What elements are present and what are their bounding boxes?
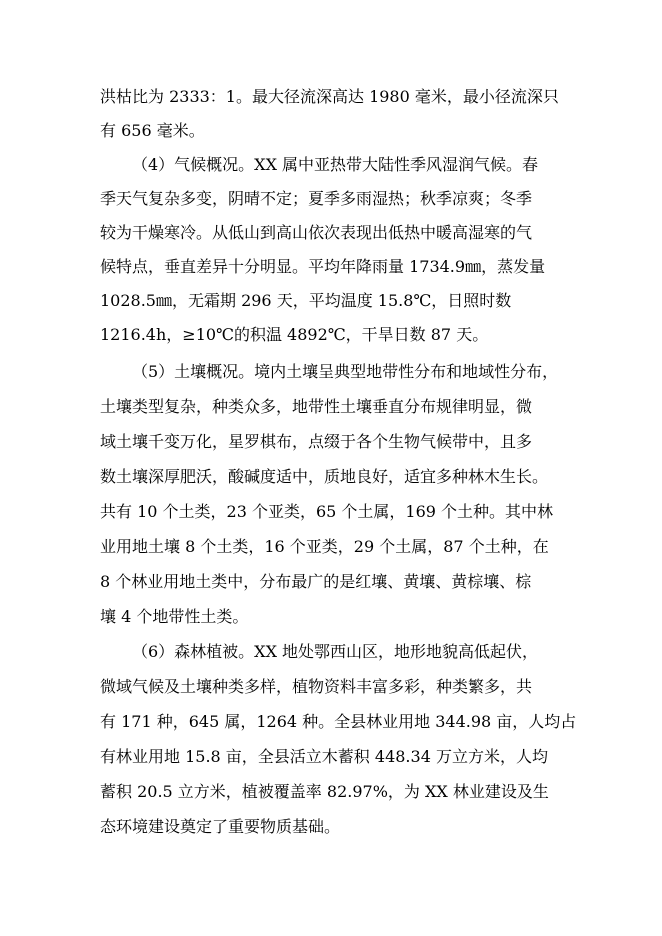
paragraph-vegetation-heading-line: （6）森林植被。XX 地处鄂西山区，地形地貌高低起伏， (132, 642, 539, 661)
text-line: 微域气候及土壤种类多样，植物资料丰富多彩，种类繁多，共 (100, 677, 533, 696)
text-line: 共有 10 个土类，23 个亚类，65 个土属，169 个土种。其中林 (100, 502, 554, 521)
text-line: 业用地土壤 8 个土类，16 个亚类，29 个土属，87 个土种，在 (100, 537, 549, 556)
text-line: 土壤类型复杂，种类众多，地带性土壤垂直分布规律明显，微 (100, 397, 533, 416)
text-line: 8 个林业用地土类中，分布最广的是红壤、黄壤、黄棕壤、棕 (100, 572, 532, 591)
text-line: 数土壤深厚肥沃，酸碱度适中，质地良好，适宜多种林木生长。 (100, 467, 549, 486)
text-line: 蓄积 20.5 立方米，植被覆盖率 82.97%，为 XX 林业建设及生 (100, 782, 549, 801)
text-line: 季天气复杂多变，阴晴不定；夏季多雨湿热；秋季凉爽；冬季 (100, 189, 533, 208)
text-line: 有 656 毫米。 (100, 121, 205, 140)
text-line: 域土壤千变万化，星罗棋布，点缀于各个生物气候带中，且多 (100, 432, 533, 451)
paragraph-climate-heading-line: （4）气候概况。XX 属中亚热带大陆性季风湿润气候。春 (132, 155, 539, 174)
text-line: 态环境建设奠定了重要物质基础。 (100, 817, 341, 836)
text-line: 候特点，垂直差异十分明显。平均年降雨量 1734.9㎜，蒸发量 (100, 257, 546, 276)
text-line: 有 171 种，645 属，1264 种。全县林业用地 344.98 亩，人均占 (100, 712, 577, 731)
text-line: 1028.5㎜，无霜期 296 天，平均温度 15.8℃，日照时数 (100, 291, 512, 310)
text-line: 较为干燥寒冷。从低山到高山依次表现出低热中暖高湿寒的气 (100, 223, 533, 242)
text-line: 1216.4h，≥10℃的积温 4892℃，干旱日数 87 天。 (100, 325, 489, 344)
text-line: 洪枯比为 2333：1。最大径流深高达 1980 毫米，最小径流深只 (100, 87, 559, 106)
paragraph-soil-heading-line: （5）土壤概况。境内土壤呈典型地带性分布和地域性分布， (132, 362, 559, 381)
text-line: 壤 4 个地带性土类。 (100, 607, 249, 626)
text-line: 有林业用地 15.8 亩，全县活立木蓄积 448.34 万立方米，人均 (100, 747, 548, 766)
